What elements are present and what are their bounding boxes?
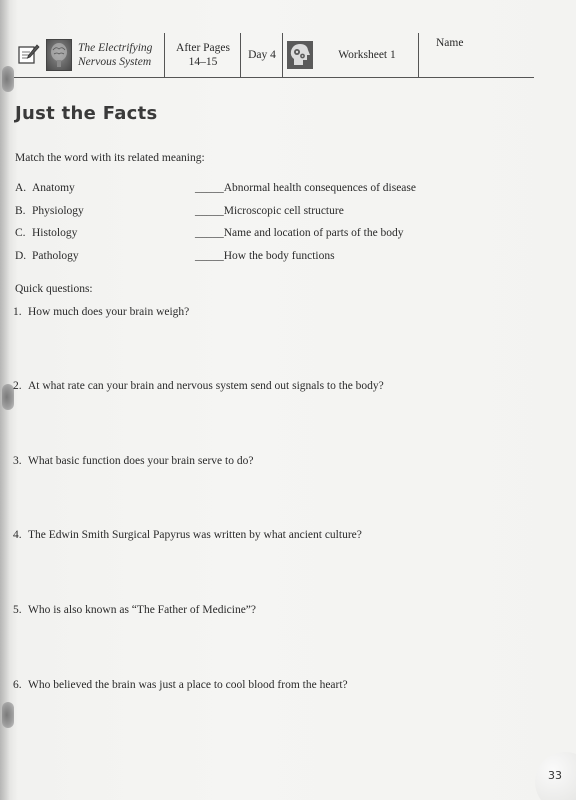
question-text: The Edwin Smith Surgical Papyrus was written by what ancient culture? bbox=[28, 529, 362, 541]
page-title: Just the Facts bbox=[15, 103, 158, 124]
definition-blank[interactable]: _____Name and location of parts of the body bbox=[195, 227, 404, 239]
definition-blank[interactable]: _____How the body functions bbox=[195, 250, 335, 262]
brain-scan-icon bbox=[47, 40, 71, 70]
pages-cell bbox=[165, 33, 241, 77]
name-label: Name bbox=[436, 37, 464, 49]
question-text: Who is also known as “The Father of Medicine”? bbox=[28, 604, 257, 616]
definition-blank[interactable]: _____Abnormal health consequences of disease bbox=[195, 182, 416, 194]
question-number: 2. bbox=[13, 380, 22, 392]
matching-row bbox=[15, 182, 515, 198]
worksheet-label: Worksheet 1 bbox=[338, 49, 396, 61]
question-item bbox=[13, 380, 384, 392]
worksheet-header bbox=[14, 33, 534, 78]
question-number: 4. bbox=[13, 529, 22, 541]
worksheet-cell bbox=[283, 33, 419, 77]
question-item bbox=[13, 529, 362, 541]
term-word: Anatomy bbox=[32, 182, 75, 194]
term-letter: B. bbox=[15, 205, 26, 217]
header-icon-cell bbox=[14, 33, 44, 77]
pencil-paper-icon bbox=[18, 43, 40, 65]
day-cell bbox=[241, 33, 283, 77]
question-number: 1. bbox=[13, 306, 22, 318]
question-text: What basic function does your brain serve to do? bbox=[28, 455, 254, 467]
day-label: Day 4 bbox=[248, 49, 276, 61]
punch-hole bbox=[2, 702, 14, 728]
page-number: 33 bbox=[548, 769, 562, 782]
question-text: Who believed the brain was just a place to cool blood from the heart? bbox=[28, 679, 348, 691]
question-number: 5. bbox=[13, 604, 22, 616]
head-gears-icon bbox=[287, 41, 313, 69]
unit-title: The Electrifying Nervous System bbox=[78, 42, 153, 68]
name-cell[interactable] bbox=[419, 33, 534, 77]
term-letter: C. bbox=[15, 227, 26, 239]
matching-row bbox=[15, 250, 515, 266]
term-word: Physiology bbox=[32, 205, 84, 217]
question-item bbox=[13, 604, 256, 616]
question-item bbox=[13, 455, 253, 467]
question-item bbox=[13, 306, 189, 318]
term-letter: A. bbox=[15, 182, 27, 194]
term-word: Pathology bbox=[32, 250, 79, 262]
pages-label: After Pages 14–15 bbox=[176, 42, 230, 68]
matching-row bbox=[15, 205, 515, 221]
question-number: 3. bbox=[13, 455, 22, 467]
term-word: Histology bbox=[32, 227, 78, 239]
definition-blank[interactable]: _____Microscopic cell structure bbox=[195, 205, 344, 217]
quick-questions-label: Quick questions: bbox=[15, 283, 93, 295]
matching-row bbox=[15, 227, 515, 243]
question-number: 6. bbox=[13, 679, 22, 691]
brain-photo bbox=[46, 39, 72, 71]
question-item bbox=[13, 679, 348, 691]
question-text: How much does your brain weigh? bbox=[28, 306, 190, 318]
matching-instructions: Match the word with its related meaning: bbox=[15, 152, 205, 164]
unit-title-cell bbox=[44, 33, 165, 77]
term-letter: D. bbox=[15, 250, 27, 262]
punch-hole bbox=[2, 66, 14, 92]
question-text: At what rate can your brain and nervous system send out signals to the body? bbox=[28, 380, 384, 392]
